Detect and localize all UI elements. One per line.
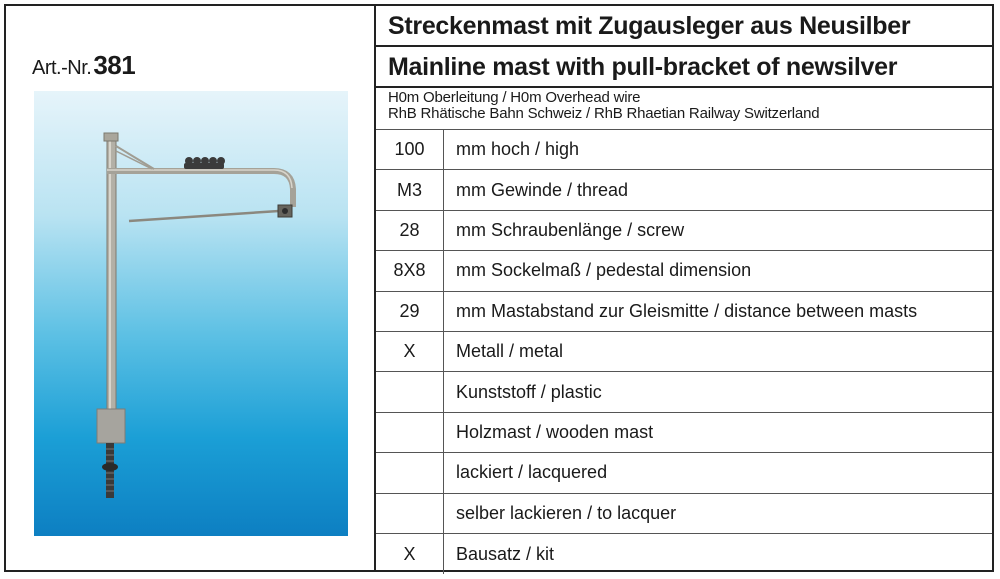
product-photo: [34, 91, 348, 536]
spec-value: 8X8: [376, 251, 444, 290]
spec-value: 29: [376, 292, 444, 331]
spec-description: mm hoch / high: [456, 139, 580, 160]
spec-value: [376, 413, 444, 452]
spec-description: mm Gewinde / thread: [456, 179, 629, 200]
left-panel: [6, 6, 376, 570]
subtitle-line-2: RhB Rhätische Bahn Schweiz / RhB Rhaetian Railway Switzerland: [388, 105, 820, 122]
title-english: Mainline mast with pull-bracket of newsilver: [376, 47, 992, 88]
spec-row: [376, 372, 992, 412]
spec-row: [376, 332, 992, 372]
spec-description: mm Schraubenlänge / screw: [456, 219, 685, 240]
spec-row: [376, 211, 992, 251]
subtitle-line-1: H0m Oberleitung / H0m Overhead wire: [388, 89, 641, 106]
article-prefix: Art.-Nr.: [32, 57, 92, 79]
spec-value: X: [376, 332, 444, 371]
article-number: [32, 50, 135, 81]
spec-row: [376, 413, 992, 453]
spec-value: [376, 494, 444, 533]
article-number-value: 381: [93, 50, 136, 80]
spec-row: [376, 292, 992, 332]
spec-row: [376, 251, 992, 291]
title-german: Streckenmast mit Zugausleger aus Neusilber: [376, 6, 992, 47]
spec-description: Metall / metal: [456, 341, 564, 362]
right-panel: [376, 6, 992, 570]
spec-table: [376, 129, 992, 574]
spec-description: lackiert / lacquered: [456, 462, 608, 483]
spec-description: Bausatz / kit: [456, 543, 555, 564]
spec-row: [376, 170, 992, 210]
spec-value: 100: [376, 130, 444, 169]
spec-row: [376, 453, 992, 493]
spec-row: [376, 494, 992, 534]
subtitle: [388, 90, 819, 122]
spec-row: [376, 130, 992, 170]
spec-value: [376, 372, 444, 411]
spec-value: M3: [376, 170, 444, 209]
mast-illustration: [34, 91, 348, 536]
spec-value: [376, 453, 444, 492]
spec-value: 28: [376, 211, 444, 250]
spec-row: [376, 534, 992, 574]
spec-description: mm Sockelmaß / pedestal dimension: [456, 260, 752, 281]
spec-description: Kunststoff / plastic: [456, 381, 602, 402]
spec-description: Holzmast / wooden mast: [456, 421, 654, 442]
product-sheet: [4, 4, 994, 572]
spec-description: selber lackieren / to lacquer: [456, 502, 677, 523]
spec-description: mm Mastabstand zur Gleismitte / distance between masts: [456, 300, 918, 321]
spec-value: X: [376, 534, 444, 574]
